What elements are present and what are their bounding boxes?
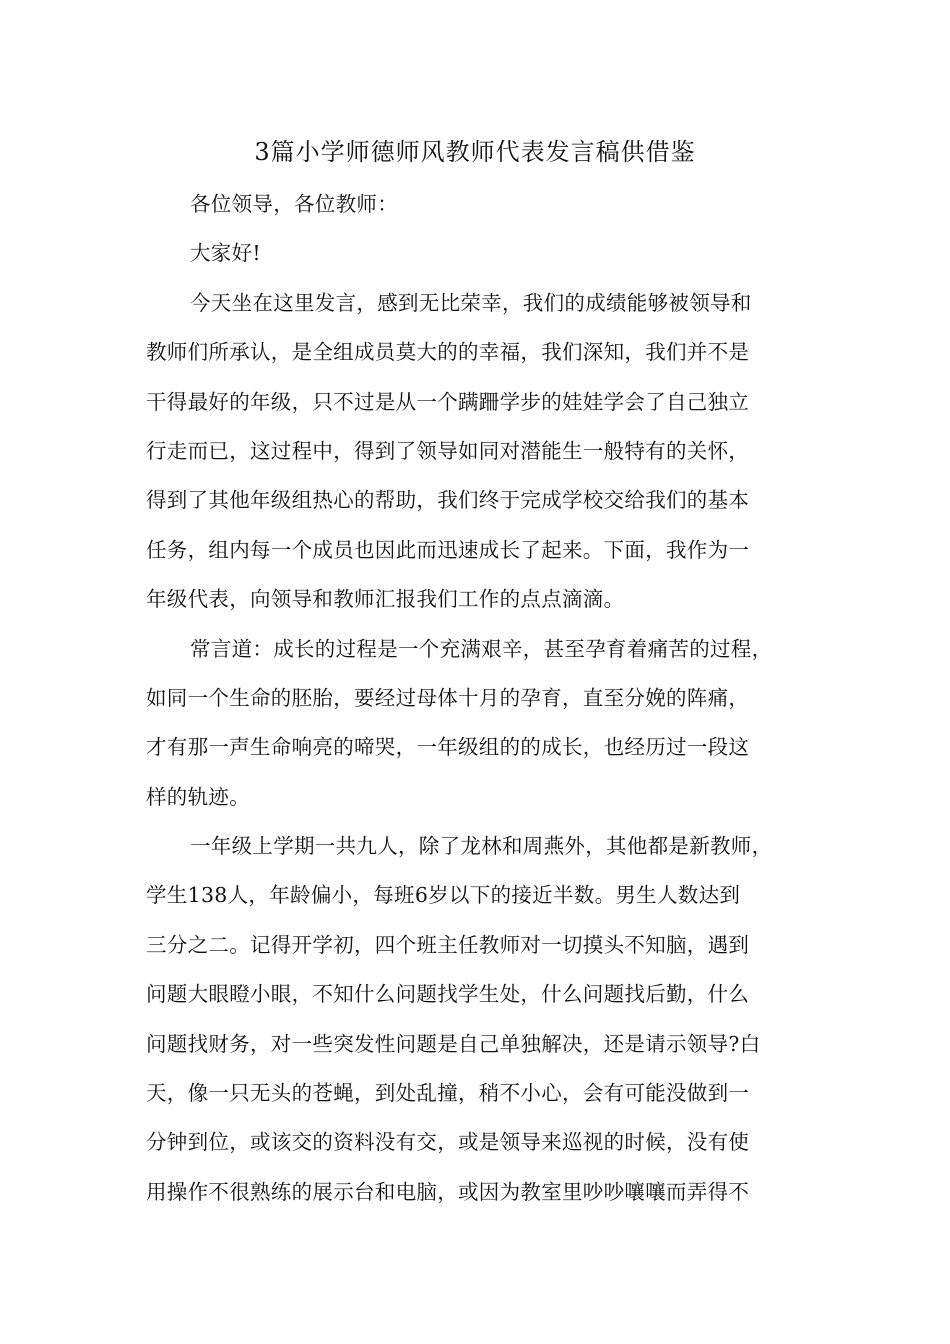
text-line: 教师们所承认，是全组成员莫大的的幸福，我们深知，我们并不是 <box>146 340 750 365</box>
text-line: 样的轨迹。 <box>146 784 250 809</box>
text-line: 如同一个生命的胚胎，要经过母体十月的孕育，直至分娩的阵痛， <box>146 685 750 710</box>
text-line: 大家好! <box>190 241 261 266</box>
document-title: 3篇小学师德师风教师代表发言稿供借鉴 <box>254 138 696 166</box>
text-line: 才有那一声生命响亮的啼哭，一年级组的的成长，也经历过一段这 <box>146 735 750 760</box>
text-line: 年级代表，向领导和教师汇报我们工作的点点滴滴。 <box>146 587 625 612</box>
text-line: 常言道：成长的过程是一个充满艰辛，甚至孕育着痛苦的过程， <box>190 636 773 661</box>
text-line: 天，像一只无头的苍蝇，到处乱撞，稍不小心，会有可能没做到一 <box>146 1081 750 1106</box>
text-line: 一年级上学期一共九人，除了龙林和周燕外，其他都是新教师， <box>190 834 773 859</box>
text-line: 三分之二。记得开学初，四个班主任教师对一切摸头不知脑，遇到 <box>146 932 750 957</box>
text-line: 用操作不很熟练的展示台和电脑，或因为教室里吵吵嚷嚷而弄得不 <box>146 1179 750 1204</box>
text-line: 各位领导，各位教师： <box>190 192 398 216</box>
text-line: 分钟到位，或该交的资料没有交，或是领导来巡视的时候，没有使 <box>146 1130 750 1155</box>
text-line: 任务，组内每一个成员也因此而迅速成长了起来。下面，我作为一 <box>146 537 750 562</box>
text-line: 问题大眼瞪小眼，不知什么问题找学生处，什么问题找后勤，什么 <box>146 982 750 1007</box>
text-line: 今天坐在这里发言，感到无比荣幸，我们的成绩能够被领导和 <box>190 290 752 315</box>
text-line: 干得最好的年级，只不过是从一个蹒跚学步的娃娃学会了自己独立 <box>146 389 750 414</box>
text-line: 得到了其他年级组热心的帮助，我们终于完成学校交给我们的基本 <box>146 488 750 513</box>
text-line: 学生138人，年龄偏小，每班6岁以下的接近半数。男生人数达到 <box>146 883 741 908</box>
text-line: 问题找财务，对一些突发性问题是自己单独解决，还是请示领导?白 <box>146 1031 761 1056</box>
text-line: 行走而已，这过程中，得到了领导如同对潜能生一般特有的关怀， <box>146 438 750 463</box>
document-body <box>146 180 806 1217</box>
